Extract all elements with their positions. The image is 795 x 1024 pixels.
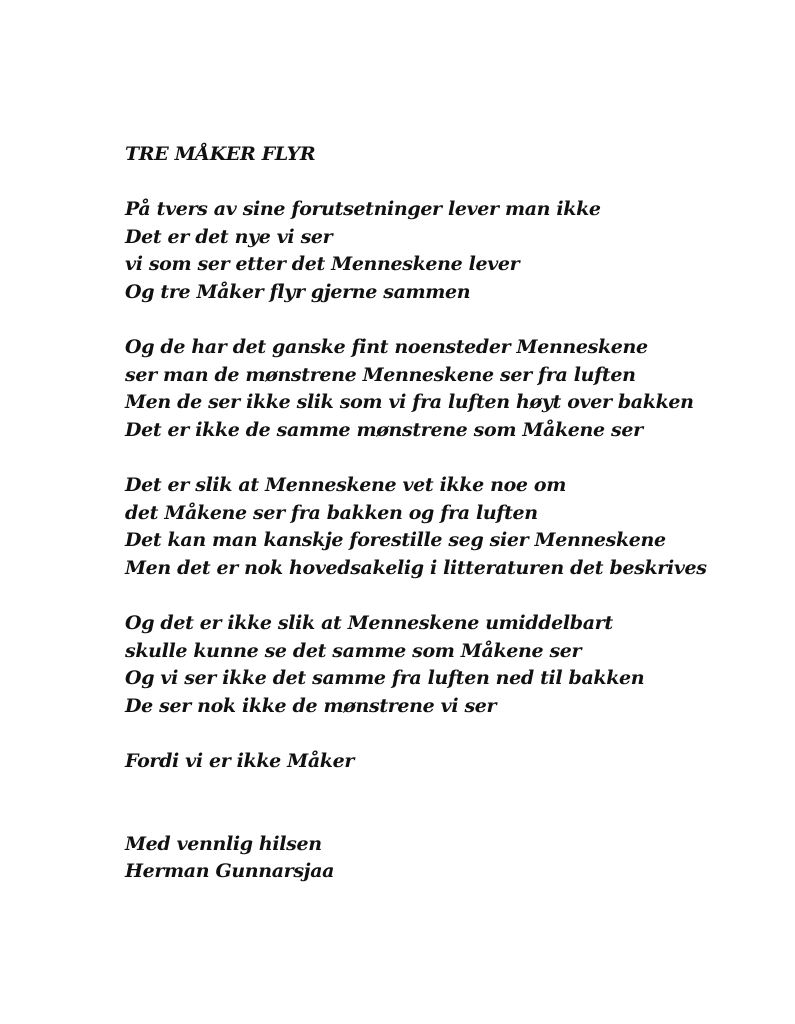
signature-name: Herman Gunnarsjaa [125, 860, 335, 883]
poem-line: ser man de mønstrene Menneskene ser fra luften [125, 363, 636, 386]
signature-greeting: Med vennlig hilsen [125, 832, 322, 855]
stanza-5 [125, 748, 765, 776]
poem-line: Og det er ikke slik at Menneskene umiddelbart [125, 612, 613, 635]
stanza-2 [125, 334, 765, 444]
stanza-4 [125, 610, 765, 720]
stanza-3 [125, 472, 765, 582]
poem-line: De ser nok ikke de mønstrene vi ser [125, 694, 497, 717]
stanza-1 [125, 196, 765, 306]
poem [125, 141, 765, 886]
poem-line: Og vi ser ikke det samme fra luften ned til bakken [125, 667, 645, 690]
poem-line: Det er ikke de samme mønstrene som Måkene ser [125, 418, 643, 441]
stanza-gap [125, 720, 765, 748]
signature-gap [125, 776, 765, 831]
stanza-gap [125, 445, 765, 473]
poem-line: Og tre Måker flyr gjerne sammen [125, 280, 471, 303]
stanza-gap [125, 583, 765, 611]
poem-line: Fordi vi er ikke Måker [125, 750, 354, 773]
poem-line: det Måkene ser fra bakken og fra luften [125, 501, 538, 524]
poem-line: Det kan man kanskje forestille seg sier Menneskene [125, 529, 666, 552]
poem-line: Men det er nok hovedsakelig i litteraturen det beskrives [125, 556, 707, 579]
poem-title: TRE MÅKER FLYR [125, 143, 316, 165]
stanza-gap [125, 169, 765, 197]
poem-line: Og de har det ganske fint noensteder Menneskene [125, 336, 648, 359]
stanza-gap [125, 307, 765, 335]
poem-line: Det er slik at Menneskene vet ikke noe om [125, 474, 566, 497]
poem-line: Men de ser ikke slik som vi fra luften høyt over bakken [125, 391, 694, 414]
poem-line: Det er det nye vi ser [125, 225, 333, 248]
signature-block [125, 831, 765, 886]
poem-line: skulle kunne se det samme som Måkene ser [125, 639, 582, 662]
poem-line: På tvers av sine forutsetninger lever man ikke [125, 198, 601, 221]
poem-line: vi som ser etter det Menneskene lever [125, 253, 520, 276]
